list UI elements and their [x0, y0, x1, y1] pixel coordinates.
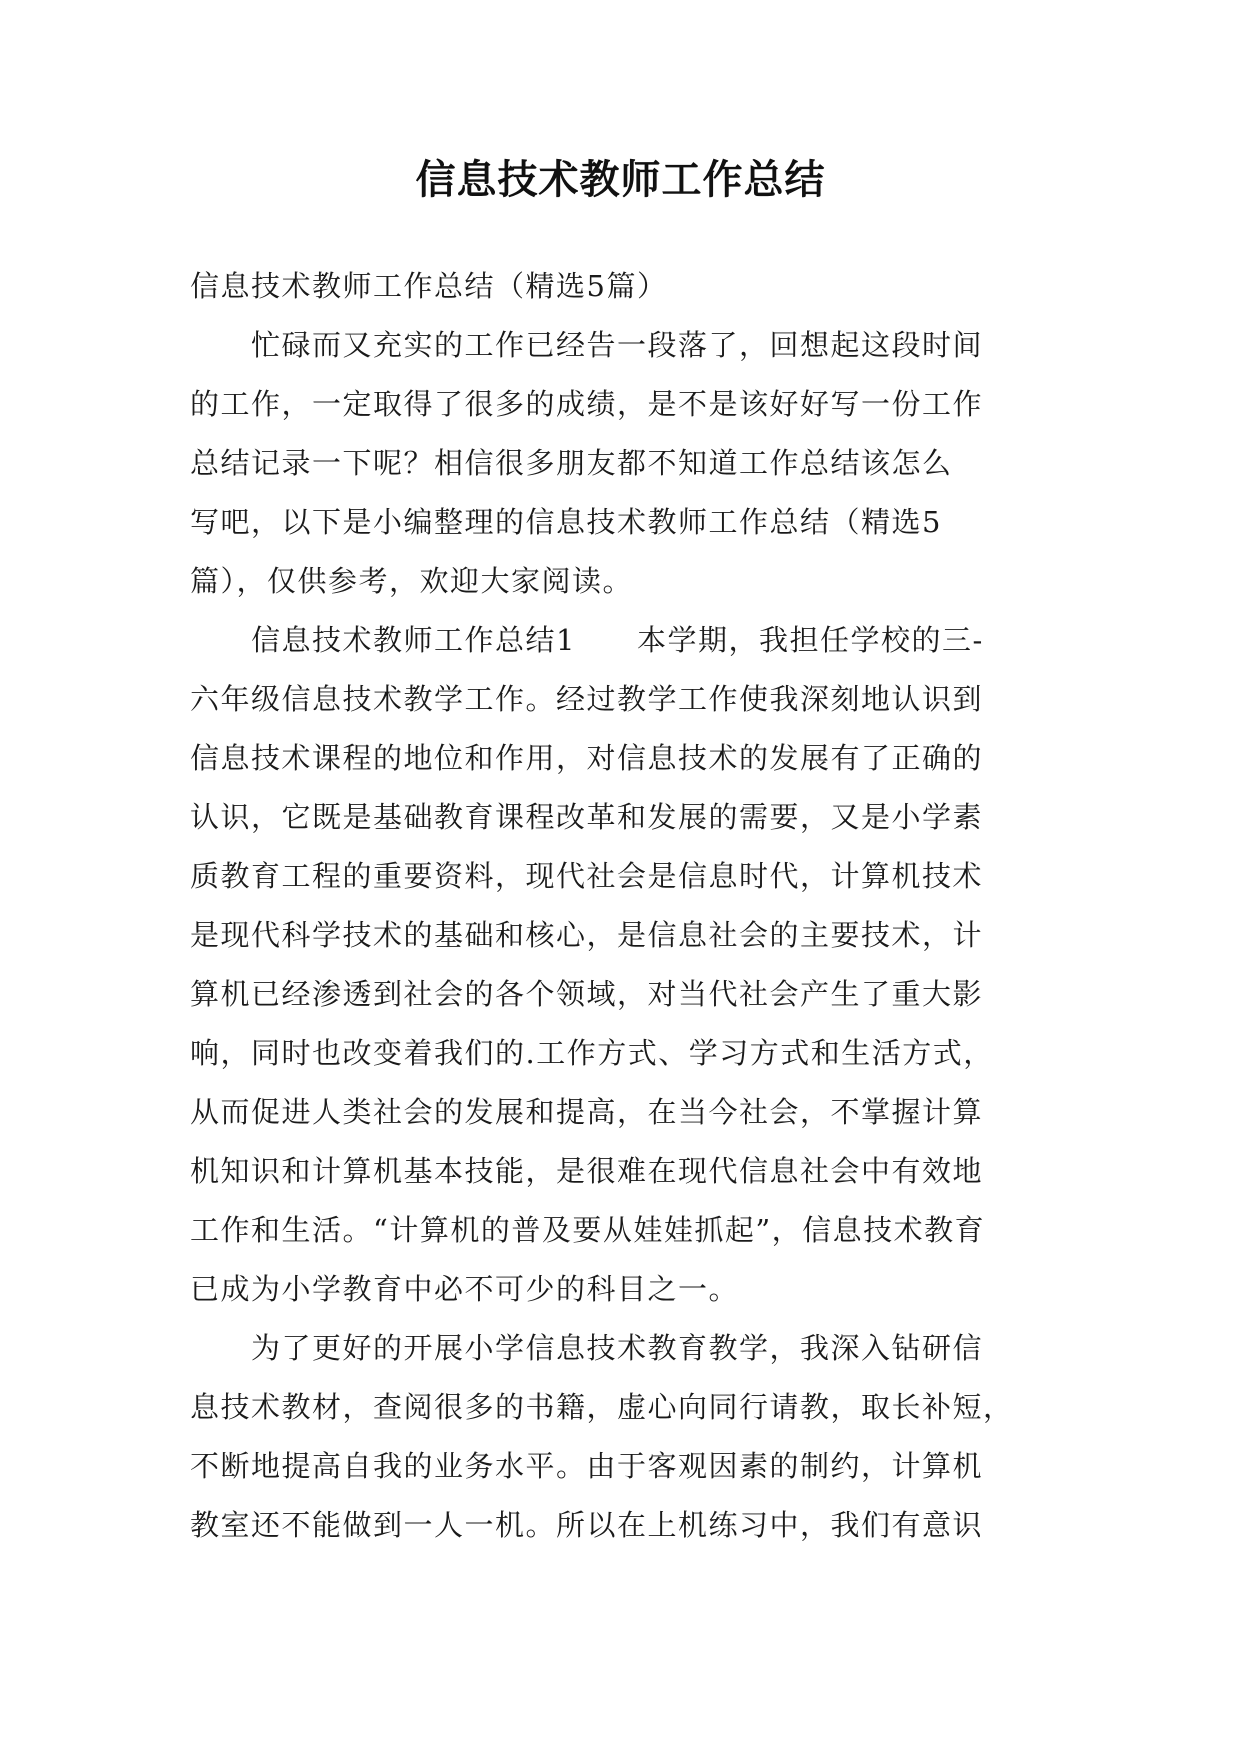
- document-body: [190, 257, 1050, 1555]
- section1-line: 认识，它既是基础教育课程改革和发展的需要，又是小学素: [190, 800, 984, 834]
- intro-line: 的工作，一定取得了很多的成绩，是不是该好好写一份工作: [190, 387, 984, 421]
- section2-line: 息技术教材，查阅很多的书籍，虚心向同行请教，取长补短，: [190, 1390, 1014, 1424]
- intro-line: 写吧，以下是小编整理的信息技术教师工作总结（精选5: [190, 505, 942, 539]
- section1-line: 算机已经渗透到社会的各个领域，对当代社会产生了重大影: [190, 977, 984, 1011]
- intro-line: 总结记录一下呢？相信很多朋友都不知道工作总结该怎么: [190, 446, 953, 480]
- section1-line: 响，同时也改变着我们的.工作方式、学习方式和生活方式，: [190, 1036, 994, 1070]
- section1-line: 机知识和计算机基本技能，是很难在现代信息社会中有效地: [190, 1154, 984, 1188]
- section1-line: 是现代科学技术的基础和核心，是信息社会的主要技术，计: [190, 918, 984, 952]
- document-subtitle: 信息技术教师工作总结（精选5篇）: [190, 269, 668, 303]
- section1-line: 已成为小学教育中必不可少的科目之一。: [190, 1272, 740, 1306]
- section2-line: 不断地提高自我的业务水平。由于客观因素的制约，计算机: [190, 1449, 984, 1483]
- section1-line: 信息技术课程的地位和作用，对信息技术的发展有了正确的: [190, 741, 984, 775]
- section1-line: 工作和生活。“计算机的普及要从娃娃抓起”，信息技术教育: [190, 1213, 986, 1247]
- section1-line: 从而促进人类社会的发展和提高，在当今社会，不掌握计算: [190, 1095, 984, 1129]
- intro-line: 忙碌而又充实的工作已经告一段落了，回想起这段时间: [190, 328, 984, 362]
- section1-line: 质教育工程的重要资料，现代社会是信息时代，计算机技术: [190, 859, 984, 893]
- section2-line: 为了更好的开展小学信息技术教育教学，我深入钻研信: [190, 1331, 984, 1365]
- section2-line: 教室还不能做到一人一机。所以在上机练习中，我们有意识: [190, 1508, 984, 1542]
- intro-line: 篇），仅供参考，欢迎大家阅读。: [190, 564, 634, 598]
- section1-line: 信息技术教师工作总结1 本学期，我担任学校的三-: [190, 623, 984, 657]
- section1-line: 六年级信息技术教学工作。经过教学工作使我深刻地认识到: [190, 682, 984, 716]
- document-title: 信息技术教师工作总结: [415, 157, 826, 203]
